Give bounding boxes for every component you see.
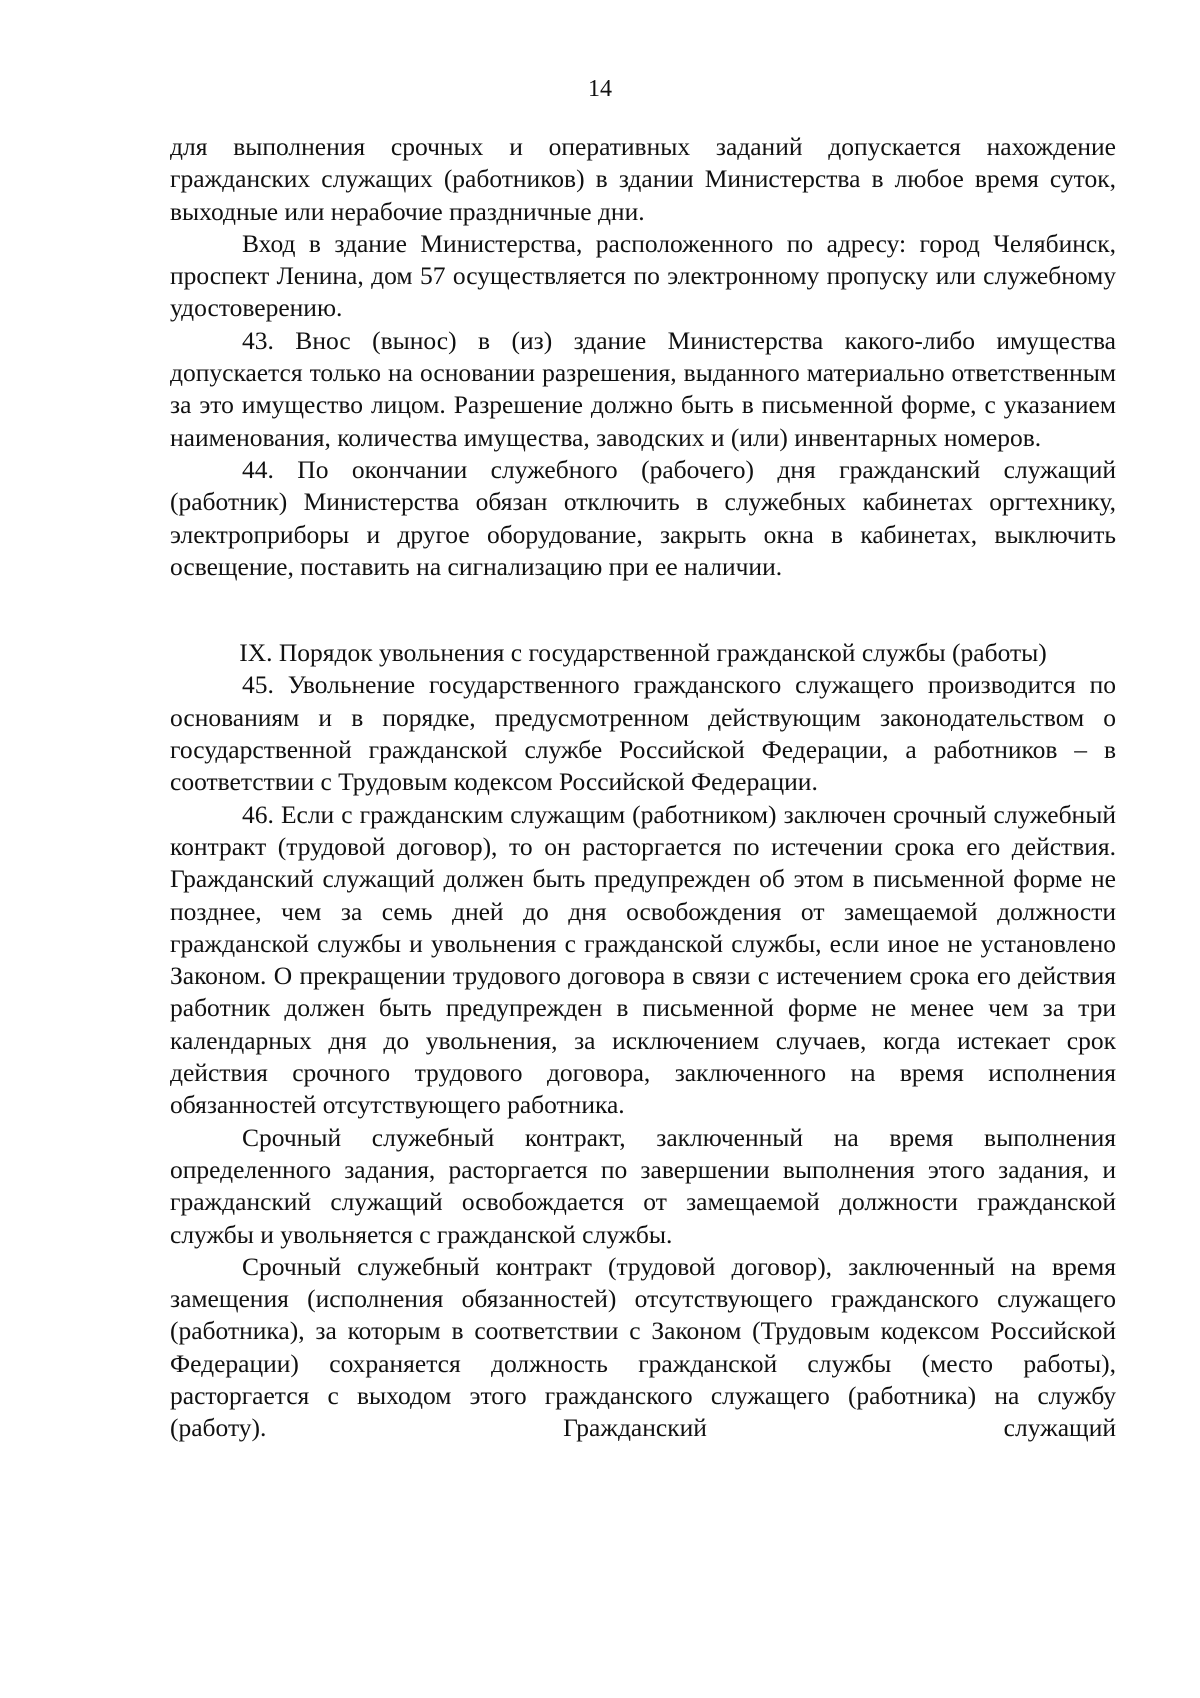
paragraph-item-44: 44. По окончании служебного (рабочего) дня гражданский служащий (работник) Министерства обязан отключить в служебных кабинетах оргтехнику, электроприборы и другое оборудование, закрыть окна в кабинетах, выключить освещение, поставить на сигнализацию при ее наличии.: [170, 454, 1116, 581]
paragraph-fixed-term-replacement: Срочный служебный контракт (трудовой договор), заключенный на время замещения (исполнения обязанностей) отсутствующего гражданского служащего (работника), за которым в соответствии с Законом (Трудовым кодексом Российской Федерации) сохраняется должность гражданской службы (место работы), расторгается с выходом этого гражданского служащего (работника) на службу (работу). Гражданский служащий: [170, 1251, 1116, 1443]
section-heading: IX. Порядок увольнения с государственной гражданской службы (работы): [239, 638, 1047, 668]
section-spacer: [170, 583, 1116, 637]
paragraph-item-46: 46. Если с гражданским служащим (работником) заключен срочный служебный контракт (трудовой договор), то он расторгается по истечении срока его действия. Гражданский служащий должен быть предупрежден об этом в письменной форме не позднее, чем за семь дней до дня освобождения от замещаемой должности гражданской службы и увольнения с гражданской службы, если иное не установлено Законом. О прекращении трудового договора в связи с истечением срока его действия работник должен быть предупрежден в письменной форме не менее чем за три календарных дня до увольнения, за исключением случаев, когда истекает срок действия срочного трудового договора, заключенного на время исполнения обязанностей отсутствующего работника.: [170, 799, 1116, 1120]
paragraph-item-43: 43. Внос (вынос) в (из) здание Министерства какого-либо имущества допускается только на основании разрешения, выданного материально ответственным за это имущество лицом. Разрешение должно быть в письменной форме, с указанием наименования, количества имущества, заводских и (или) инвентарных номеров.: [170, 325, 1116, 452]
paragraph-continuation: для выполнения срочных и оперативных заданий допускается нахождение гражданских служащих (работников) в здании Министерства в любое время суток, выходные или нерабочие праздничные дни.: [170, 132, 1116, 226]
page-number: 14: [588, 76, 612, 102]
paragraph-building-entry: Вход в здание Министерства, расположенного по адресу: город Челябинск, проспект Ленина, дом 57 осуществляется по электронному пропуску или служебному удостоверению.: [170, 228, 1116, 323]
paragraph-fixed-term-task: Срочный служебный контракт, заключенный на время выполнения определенного задания, расторгается по завершении выполнения этого задания, и гражданский служащий освобождается от замещаемой должности гражданской службы и увольняется с гражданской службы.: [170, 1122, 1116, 1249]
document-body: [170, 131, 1116, 1445]
paragraph-item-45: 45. Увольнение государственного гражданского служащего производится по основаниям и в порядке, предусмотренном действующим законодательством о государственной гражданской службе Российской Федерации, а работников – в соответствии с Трудовым кодексом Российской Федерации.: [170, 670, 1116, 797]
